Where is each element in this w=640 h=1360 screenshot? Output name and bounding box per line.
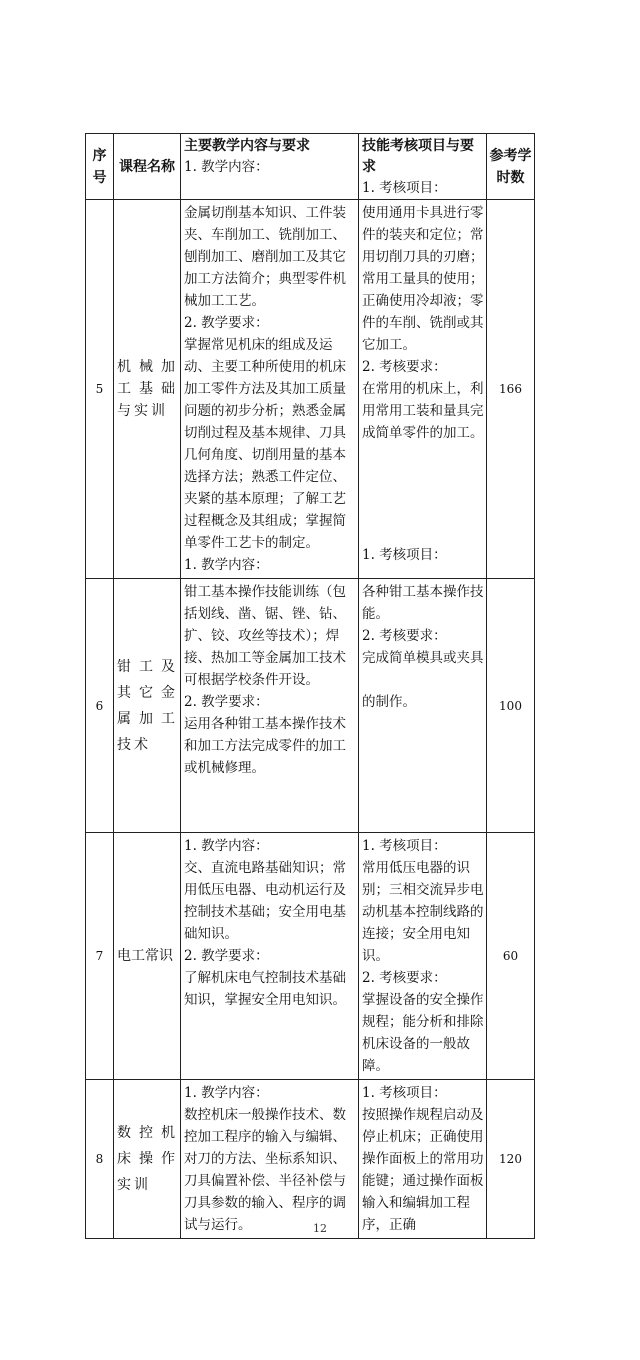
content-paragraph: 掌握常见机床的组成及运动、主要工种所使用的机床加工零件方法及其加工质量问题的初步分析；熟悉金属切削过程及基本规律、刀具几何角度、切削用量的基本选择方法；熟悉工件定位、夹紧的基本原理；了解工艺过程概念及其组成；掌握简单零件工艺卡的制定。 xyxy=(184,337,346,551)
skill-paragraph: 1. 考核项目： xyxy=(362,1085,447,1101)
table-row xyxy=(86,1080,535,1239)
header-skill-sub: 1. 考核项目： xyxy=(362,180,447,196)
skill-paragraph: 2. 考核要求： xyxy=(362,628,447,644)
content-paragraph: 1. 教学内容： xyxy=(184,838,269,854)
row-skill xyxy=(359,200,487,579)
content-paragraph: 1. 教学内容： xyxy=(184,1085,269,1101)
table-row xyxy=(86,579,535,833)
content-paragraph: 2. 教学要求： xyxy=(184,948,269,964)
row-skill xyxy=(359,833,487,1080)
skill-paragraph: 常用低压电器的识别；三相交流异步电动机基本控制线路的连接；安全用电知识。 xyxy=(362,860,484,964)
page-number: 12 xyxy=(313,1222,327,1235)
table-row xyxy=(86,200,535,579)
curriculum-table xyxy=(85,133,535,1239)
content-paragraph: 钳工基本操作技能训练（包括划线、凿、锯、锉、钻、扩、铰、攻丝等技术）；焊接、热加工等金属加工技术可根据学校条件开设。 xyxy=(184,584,346,688)
skill-paragraph: 使用通用卡具进行零件的装夹和定位；常用切削刀具的刃磨；常用工量具的使用；正确使用冷却液；零件的车削、铣削或其它加工。 xyxy=(362,205,484,353)
skill-paragraph: 2. 考核要求： xyxy=(362,359,447,375)
row-content xyxy=(181,579,359,833)
row-hours: 120 xyxy=(487,1080,535,1239)
content-paragraph: 2. 教学要求： xyxy=(184,694,269,710)
row-seq: 8 xyxy=(86,1080,114,1239)
content-paragraph: 1. 教学内容： xyxy=(184,557,269,573)
header-content-sub: 1. 教学内容： xyxy=(184,159,269,175)
content-paragraph: 2. 教学要求： xyxy=(184,315,269,331)
skill-paragraph: 按照操作规程启动及停止机床；正确使用操作面板上的常用功能键；通过操作面板输入和编辑加工程序，正确 xyxy=(362,1107,484,1233)
skill-paragraph: 1. 考核项目： xyxy=(362,547,447,563)
content-paragraph: 数控机床一般操作技术、数控加工程序的输入与编辑、对刀的方法、坐标系知识、刀具偏置补偿、半径补偿与刀具参数的输入、程序的调试与运行。 xyxy=(184,1107,346,1233)
row-seq: 7 xyxy=(86,833,114,1080)
skill-paragraph: 掌握设备的安全操作规程；能分析和排除机床设备的一般故障。 xyxy=(362,992,484,1074)
skill-paragraph: 完成简单模具或夹具 xyxy=(362,650,484,666)
skill-paragraph: 在常用的机床上，利用常用工装和量具完成简单零件的加工。 xyxy=(362,381,484,441)
skill-paragraph: 2. 考核要求： xyxy=(362,970,447,986)
row-content xyxy=(181,833,359,1080)
header-course-name: 课程名称 xyxy=(114,134,181,200)
table-row xyxy=(86,833,535,1080)
row-content xyxy=(181,200,359,579)
row-content xyxy=(181,1080,359,1239)
row-hours: 60 xyxy=(487,833,535,1080)
content-paragraph: 金属切削基本知识、工件装夹、车削加工、铣削加工、刨削加工、磨削加工及其它加工方法简介；典型零件机械加工工艺。 xyxy=(184,205,346,309)
header-seq: 序号 xyxy=(86,134,114,200)
content-paragraph: 运用各种钳工基本操作技术和加工方法完成零件的加工或机械修理。 xyxy=(184,716,346,776)
content-paragraph: 交、直流电路基础知识；常用低压电器、电动机运行及控制技术基础；安全用电基础知识。 xyxy=(184,860,346,942)
header-skill-title: 技能考核项目与要求 xyxy=(362,138,474,175)
skill-paragraph: 各种钳工基本操作技能。 xyxy=(362,584,484,622)
row-seq: 5 xyxy=(86,200,114,579)
header-skill xyxy=(359,134,487,200)
row-skill xyxy=(359,579,487,833)
header-content xyxy=(181,134,359,200)
skill-paragraph: 的制作。 xyxy=(362,694,416,710)
skill-paragraph: 1. 考核项目： xyxy=(362,838,447,854)
row-course-name: 钳工及其它金属加工技术 xyxy=(114,579,181,833)
content-paragraph: 了解机床电气控制技术基础知识，掌握安全用电知识。 xyxy=(184,970,346,1008)
row-course-name: 电工常识 xyxy=(114,833,181,1080)
row-course-name: 数控机床操作实训 xyxy=(114,1080,181,1239)
header-content-title: 主要教学内容与要求 xyxy=(184,138,310,154)
row-hours: 100 xyxy=(487,579,535,833)
row-seq: 6 xyxy=(86,579,114,833)
row-skill xyxy=(359,1080,487,1239)
row-hours: 166 xyxy=(487,200,535,579)
row-course-name: 机械加工基础与实训 xyxy=(114,200,181,579)
header-hours: 参考学时数 xyxy=(487,134,535,200)
table-header-row xyxy=(86,134,535,200)
